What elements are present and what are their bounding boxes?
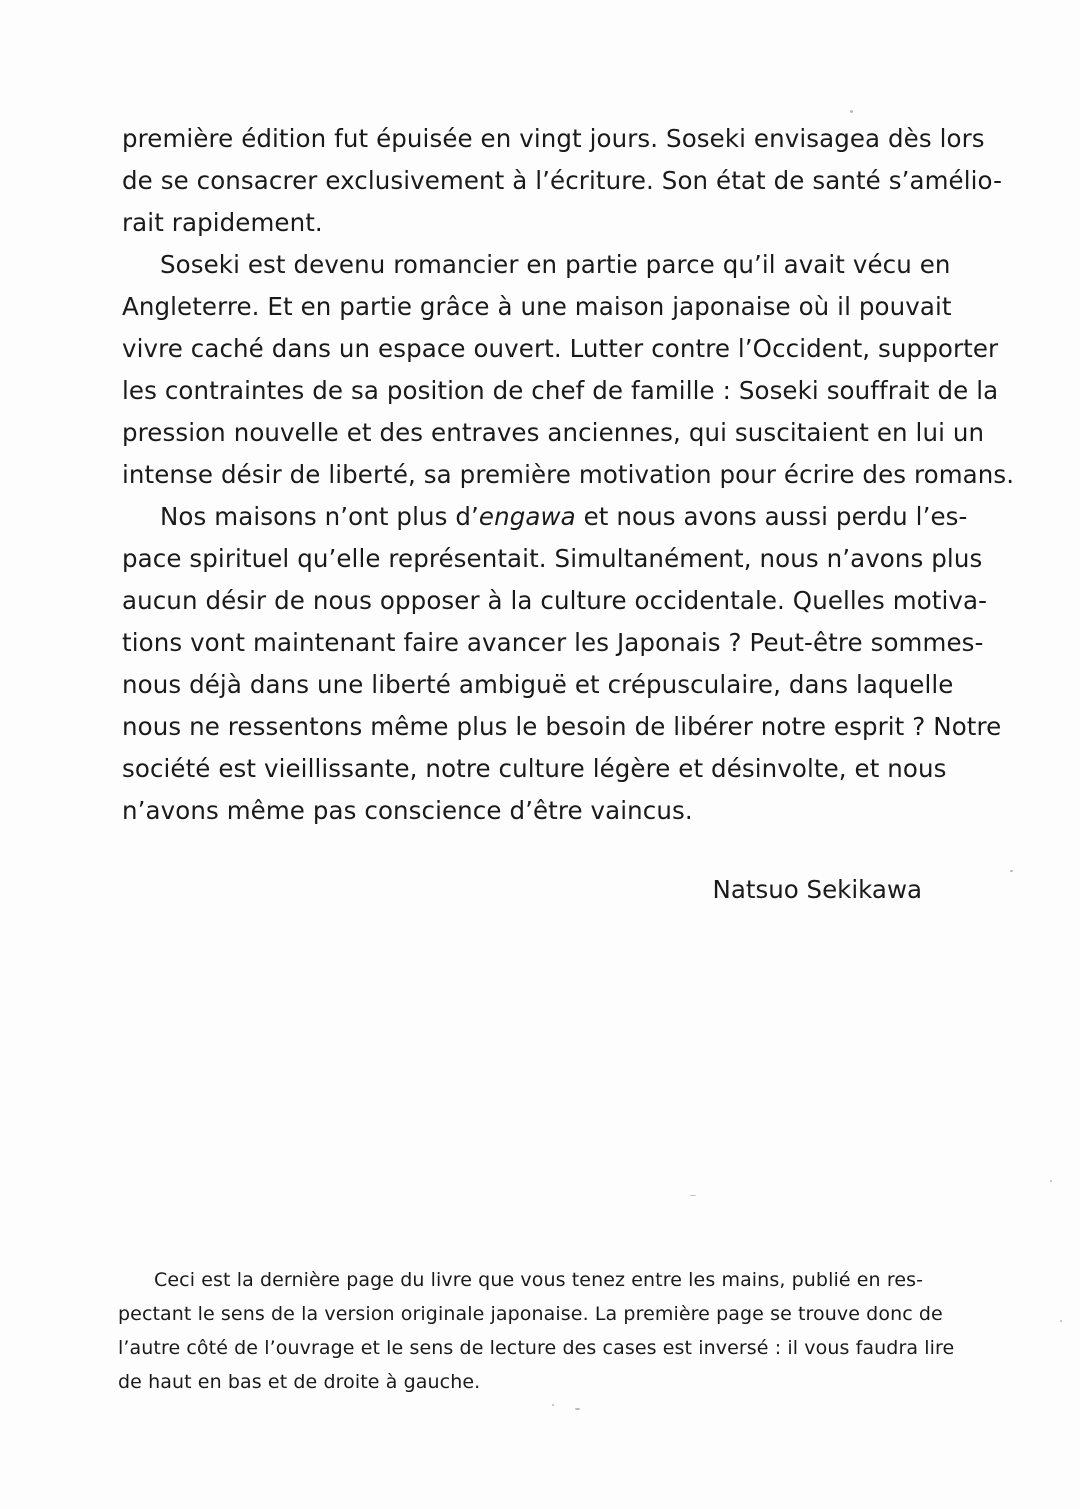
text-line: société est vieillissante, notre culture légère et désinvolte, et nous (122, 754, 947, 783)
note-line: Ceci est la dernière page du livre que vous tenez entre les mains, publié en res- (154, 1269, 924, 1291)
text-line: pression nouvelle et des entraves anciennes, qui suscitaient en lui un (122, 418, 985, 447)
afterword-text (122, 118, 1015, 832)
text-line: pace spirituel qu’elle représentait. Simultanément, nous n’avons plus (122, 544, 983, 573)
scan-speck (1010, 870, 1013, 872)
text-line: n’avons même pas conscience d’être vaincus. (122, 796, 693, 825)
text-line: aucun désir de nous opposer à la culture occidentale. Quelles motiva- (122, 586, 988, 615)
text-line: Angleterre. Et en partie grâce à une maison japonaise où il pouvait (122, 292, 952, 321)
note-line: pectant le sens de la version originale japonaise. La première page se trouve donc de (118, 1303, 943, 1325)
scan-speck (552, 1404, 554, 1406)
text-line: de se consacrer exclusivement à l’écriture. Son état de santé s’amélio- (122, 166, 1003, 195)
scan-speck (1050, 1180, 1052, 1182)
text-line: rait rapidement. (122, 208, 323, 237)
text-line: tions vont maintenant faire avancer les Japonais ? Peut-être sommes- (122, 628, 984, 657)
text-line: Soseki est devenu romancier en partie parce qu’il avait vécu en (160, 250, 951, 279)
text-line: première édition fut épuisée en vingt jours. Soseki envisagea dès lors (122, 124, 985, 153)
text-line: nous déjà dans une liberté ambiguë et crépusculaire, dans laquelle (122, 670, 954, 699)
scan-speck (575, 1408, 580, 1410)
scan-speck (690, 1195, 696, 1196)
reading-direction-note (118, 1263, 955, 1399)
text-line: intense désir de liberté, sa première motivation pour écrire des romans. (122, 460, 1015, 489)
text-line: nous ne ressentons même plus le besoin de libérer notre esprit ? Notre (122, 712, 1002, 741)
text-line: les contraintes de sa position de chef de famille : Soseki souffrait de la (122, 376, 999, 405)
text-fragment: et nous avons aussi perdu l’es- (575, 502, 968, 531)
scan-speck (850, 110, 853, 113)
author-signature: Natsuo Sekikawa (712, 875, 922, 904)
note-line: l’autre côté de l’ouvrage et le sens de lecture des cases est inversé : il vous faudra lire (118, 1337, 955, 1359)
italic-term: engawa (478, 502, 576, 531)
text-fragment: Nos maisons n’ont plus d’ (160, 502, 479, 531)
scan-speck (1060, 1320, 1062, 1322)
note-line: de haut en bas et de droite à gauche. (118, 1371, 481, 1393)
text-line: vivre caché dans un espace ouvert. Lutter contre l’Occident, supporter (122, 334, 999, 363)
text-line-engawa (122, 496, 968, 538)
